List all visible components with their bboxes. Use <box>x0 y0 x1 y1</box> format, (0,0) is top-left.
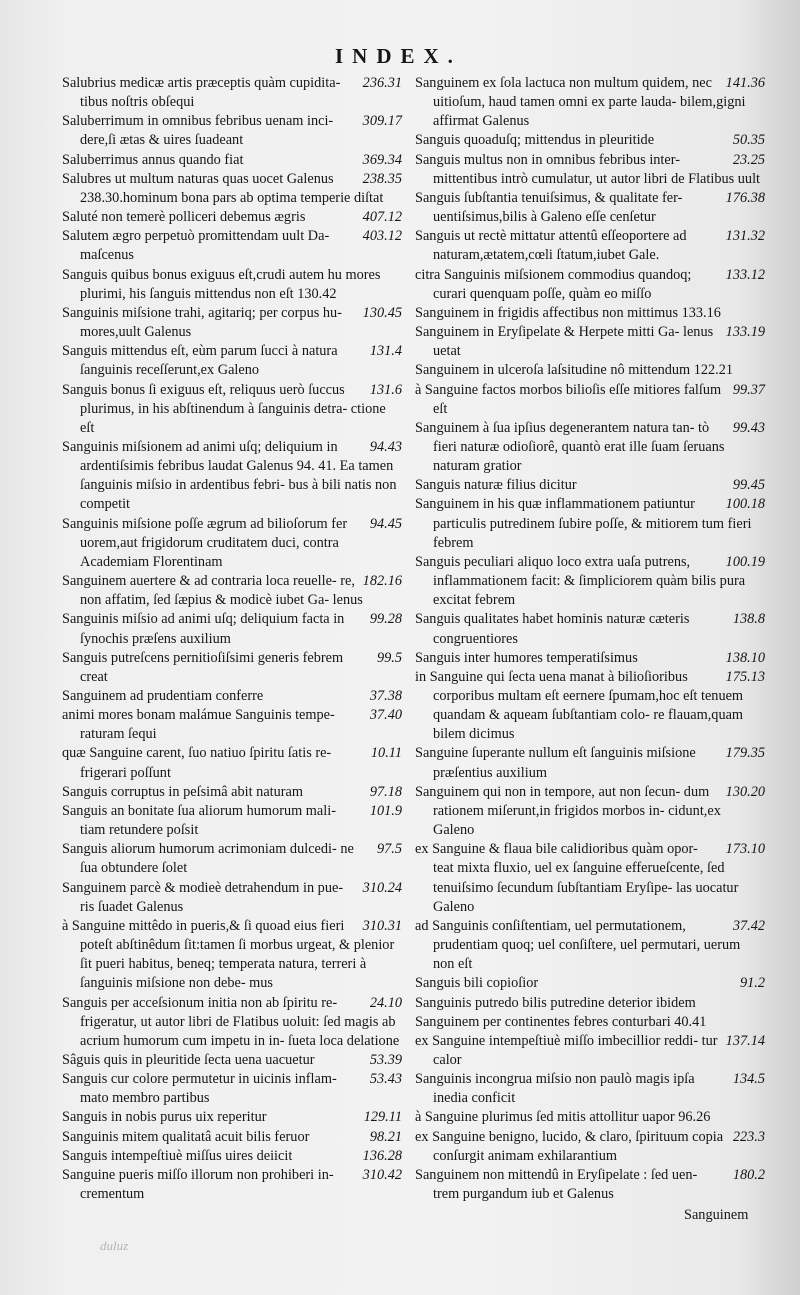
entry-text: Salubrius medicæ artis præceptis quàm cupidita- tibus noſtris obſequi <box>62 75 341 111</box>
entry-text: Sâguis quis in pleuritide ſecta uena uacuetur <box>62 1051 315 1068</box>
entry-text: citra Sanguinis miſsionem commodius quandoq; curari quenquam poſſe, quàm eo miſſo <box>415 266 692 302</box>
page-reference: 131.4 <box>369 343 402 360</box>
entry-text: ex Sanguine intempeſtiuè miſſo imbecillior reddi- tur calor <box>415 1032 718 1068</box>
page-reference: 182.16 <box>362 573 402 590</box>
entry-text: Sanguis naturæ filius dicitur <box>415 477 577 494</box>
entry-text: quæ Sanguine carent, ſuo natiuo ſpiritu ſatis re- frigerari poſſunt <box>62 745 332 781</box>
page-reference: 138.10 <box>725 649 765 666</box>
index-entry <box>62 1128 402 1147</box>
entry-text: Sanguinis incongrua miſsio non paulò magis ipſa inedia conficit <box>415 1071 695 1107</box>
entry-text: Sanguis bili copioſior <box>415 975 539 992</box>
entry-text: Sanguis quoaduſq; mittendus in pleuritide <box>415 132 655 149</box>
entry-text: à Sanguine plurimus ſed mitis attollitur uapor 96.26 <box>415 1109 711 1126</box>
index-entry <box>62 1166 402 1204</box>
entry-text: Sanguis mittendus eſt, eùm parum ſucci à natura ſanguinis receſſerunt,ex Galeno <box>62 343 338 379</box>
index-entry <box>62 840 402 878</box>
page-reference: 99.5 <box>376 649 402 666</box>
page-reference: 91.2 <box>739 975 765 992</box>
index-entry <box>62 879 402 917</box>
entry-text: Sanguinem per continentes febres conturbari 40.41 <box>415 1013 707 1030</box>
page-reference: 131.32 <box>725 228 765 245</box>
page-reference: 173.10 <box>725 841 765 858</box>
index-entry <box>415 361 765 380</box>
entry-text: Sanguine pueris miſſo illorum non prohiberi in- crementum <box>62 1166 334 1203</box>
index-entry <box>415 783 765 840</box>
page-reference: 94.45 <box>369 515 402 532</box>
index-entry <box>415 381 765 419</box>
index-entry <box>415 744 765 782</box>
entry-text: Sanguis quibus bonus exiguus eſt,crudi autem hu mores plurimi, his ſanguis mittendus non eſt 130.42 <box>62 266 381 302</box>
page-reference: 180.2 <box>732 1166 765 1183</box>
entry-text: Sanguis intempeſtiuè miſſus uires deiicit <box>62 1147 293 1164</box>
entry-text: Sanguis cur colore permutetur in uicinis inflam- mato membro partibus <box>62 1071 337 1107</box>
catchword: Sanguinem <box>684 1207 749 1223</box>
page-reference: 100.18 <box>725 496 765 513</box>
entry-text: Sanguinem à ſua ipſius degenerantem natura tan- tò fieri naturæ odioſiorê, quantò erat ille ſuam ſeruans naturam gratior <box>415 419 725 475</box>
entry-text: Sanguinis miſsione poſſe ægrum ad bilioſorum fer uorem,aut frigidorum cruditatem duci, contra Academiam Florentinam <box>62 515 348 570</box>
index-entry <box>415 917 765 974</box>
entry-text: Sanguis aliorum humorum acrimoniam dulcedi- ne ſua obtundere ſolet <box>62 841 354 877</box>
entry-text: Sanguinem in Eryſipelate & Herpete mitti Ga- lenus uetat <box>415 324 714 360</box>
page-reference: 238.35 <box>362 170 402 187</box>
index-entry <box>62 1108 402 1127</box>
entry-text: Sanguine ſuperante nullum eſt ſanguinis miſsione præſentius auxilium <box>415 745 696 781</box>
index-entry <box>415 553 765 610</box>
right-column <box>415 74 765 1204</box>
entry-text: Sanguis peculiari aliquo loco extra uaſa putrens, inflammationem facit: & ſimpliciorem quàm bilis pura excitat febrem <box>415 553 746 609</box>
page-reference: 134.5 <box>732 1071 765 1088</box>
index-entry <box>62 112 402 150</box>
entry-text: Sanguinis mitem qualitatâ acuit bilis feruor <box>62 1128 310 1145</box>
index-entry <box>415 495 765 552</box>
page-reference: 37.42 <box>732 917 765 934</box>
page-reference: 176.38 <box>725 189 765 206</box>
index-entry <box>415 1108 765 1127</box>
entry-text: Sanguis multus non in omnibus febribus inter- mittentibus intrò cumulatur, ut autor libri de Flatibus uult <box>415 151 761 187</box>
index-entry <box>62 994 402 1051</box>
entry-text: Saluté non temerè polliceri debemus ægris <box>62 209 306 226</box>
page-reference: 369.34 <box>362 151 402 168</box>
entry-text: Sanguis qualitates habet hominis naturæ cæteris congruentiores <box>415 611 690 647</box>
entry-text: ex Sanguine benigno, lucido, & claro, ſpirituum copia conſurgit animam exhilarantium <box>415 1128 724 1164</box>
index-entry <box>62 1070 402 1108</box>
page-reference: 129.11 <box>363 1109 402 1126</box>
page-reference: 136.28 <box>362 1147 402 1164</box>
entry-text: Saluberrimum in omnibus febribus uenam inci- dere,ſi ætas & uires ſuadeant <box>62 113 334 149</box>
page-reference: 99.28 <box>369 611 402 628</box>
entry-text: Sanguinem in his quæ inflammationem patiuntur particulis putredinem ſubire poſſe, & mitiorem tum fieri febrem <box>415 496 752 551</box>
entry-text: Salutem ægro perpetuò promittendam uult Da- maſcenus <box>62 228 330 264</box>
index-entry <box>62 1051 402 1070</box>
index-entry <box>62 438 402 515</box>
page-reference: 310.31 <box>362 917 402 934</box>
index-entry <box>62 744 402 782</box>
entry-text: Sanguinem ad prudentiam conferre <box>62 688 264 704</box>
page-reference: 37.40 <box>369 707 402 724</box>
index-entry <box>415 189 765 227</box>
index-entry <box>415 266 765 304</box>
entry-text: à Sanguine factos morbos bilioſis eſſe mitiores falſum eſt <box>415 381 722 417</box>
index-entry <box>62 687 402 706</box>
entry-text: Sanguinem qui non in tempore, aut non ſecun- dum rationem miſerunt,in frigidos morbos in- cidunt,ex Galeno <box>415 783 721 839</box>
page-reference: 98.21 <box>369 1128 402 1145</box>
entry-text: à Sanguine mittêdo in pueris,& ſi quoad eius fieri poteſt abſtinêdum ſit:tamen ſi morbus urgeat, & plenior ſit pueri habitus, beneq; temperata natura, terreri à ſanguinis miſsione non debe- mus <box>62 917 395 992</box>
entry-text: animi mores bonam malámue Sanguinis tempe- raturam ſequi <box>62 707 335 743</box>
page-reference: 133.12 <box>725 266 765 283</box>
index-entry <box>62 783 402 802</box>
page-reference: 94.43 <box>369 438 402 455</box>
index-entry <box>62 706 402 744</box>
left-column <box>62 74 402 1204</box>
index-entry <box>415 840 765 917</box>
index-entry <box>415 994 765 1013</box>
entry-text: Sanguinis putredo bilis putredine deterior ibidem <box>415 994 696 1011</box>
index-entry <box>415 476 765 495</box>
index-entry <box>62 151 402 170</box>
page-reference: 133.19 <box>725 324 765 341</box>
index-entry <box>415 227 765 265</box>
page-reference: 310.24 <box>362 879 402 896</box>
page-reference: 179.35 <box>725 745 765 762</box>
page-reference: 131.6 <box>369 381 402 398</box>
entry-text: Sanguis in nobis purus uix reperitur <box>62 1109 267 1126</box>
page-reference: 223.3 <box>732 1128 765 1145</box>
index-entry <box>62 208 402 227</box>
page-reference: 23.25 <box>732 151 765 168</box>
page-reference: 137.14 <box>725 1032 765 1049</box>
page-reference: 99.43 <box>732 419 765 436</box>
index-entry <box>415 1032 765 1070</box>
page-reference: 99.37 <box>732 381 765 398</box>
index-entry <box>62 381 402 438</box>
page-reference: 101.9 <box>369 802 402 819</box>
index-entry <box>415 649 765 668</box>
index-entry <box>62 610 402 648</box>
entry-text: Sanguis bonus ſi exiguus eſt, reliquus uerò ſuccus plurimus, in his abſtinendum à ſanguinis detra- ctione eſt <box>62 381 386 436</box>
index-entry <box>62 170 402 208</box>
entry-text: Sanguis corruptus in peſsimâ abit naturam <box>62 783 304 800</box>
index-entry <box>62 802 402 840</box>
index-entry <box>415 74 765 131</box>
page-reference: 309.17 <box>362 113 402 130</box>
page-reference: 407.12 <box>362 209 402 226</box>
index-entry <box>62 649 402 687</box>
entry-text: Sanguis ſubſtantia tenuiſsimus, & qualitate fer- uentiſsimus,bilis à Galeno eſſe cenſetur <box>415 189 683 226</box>
entry-text: Sanguis an bonitate ſua aliorum humorum mali- tiam retundere poſsit <box>62 802 336 839</box>
entry-text: Salubres ut multum naturas quas uocet Galenus 238.30.hominum bona pars ab optima temperie diſtat <box>62 170 384 206</box>
entry-text: Sanguis per acceſsionum initia non ab ſpiritu re- frigeratur, ut autor libri de Flatibus uoluit: ſed magis ab acrium humorum cum impetu in in- ſueta loca delatione <box>62 994 400 1049</box>
entry-text: Sanguinem auertere & ad contraria loca reuelle- re, non affatim, ſed ſæpius & modicè iubet Ga- lenus <box>62 573 363 609</box>
page-reference: 130.20 <box>725 783 765 800</box>
page-reference: 138.8 <box>732 611 765 628</box>
bleedthrough-text: duluz <box>100 1238 129 1253</box>
page-reference: 236.31 <box>362 75 402 91</box>
index-entry <box>415 131 765 150</box>
index-entry <box>62 304 402 342</box>
page-reference: 53.39 <box>369 1051 402 1068</box>
entry-text: Sanguis ut rectè mittatur attentû eſſeoportere ad naturam,ætatem,cœli ſtatum,iubet Gale. <box>415 228 687 264</box>
entry-text: Saluberrimus annus quando fiat <box>62 151 244 168</box>
index-entry <box>415 1070 765 1108</box>
entry-text: Sanguinis miſsio ad animi uſq; deliquium facta in ſynochis præſens auxilium <box>62 611 345 647</box>
page-reference: 175.13 <box>725 668 765 685</box>
page-reference: 100.19 <box>725 553 765 570</box>
page-reference: 97.5 <box>376 841 402 858</box>
page-reference: 24.10 <box>369 994 402 1011</box>
entry-text: Sanguinem in ulceroſa laſsitudine nô mittendum 122.21 <box>415 362 734 379</box>
entry-text: Sanguinem parcè & modieè detrahendum in pue- ris ſuadet Galenus <box>62 879 344 915</box>
page-reference: 403.12 <box>362 228 402 245</box>
entry-text: in Sanguine qui ſecta uena manat à bilioſioribus corporibus multam eſt eernere ſpumam,hoc eſt tenuem quandam & aqueam ſubſtantiam colo- re flauam,quam bilem dicimus <box>415 668 744 743</box>
index-entry <box>415 304 765 323</box>
index-entry <box>62 572 402 610</box>
index-entry <box>62 74 402 112</box>
page-reference: 37.38 <box>369 688 402 704</box>
index-entry <box>62 515 402 572</box>
index-entry <box>62 266 402 304</box>
page-reference: 53.43 <box>369 1071 402 1088</box>
index-entry <box>62 342 402 380</box>
entry-text: Sanguinem ex ſola lactuca non multum quidem, nec uitioſum, haud tamen omni ex parte lauda- bilem,gigni affirmat Galenus <box>415 75 746 130</box>
page-header: INDEX. <box>335 44 462 68</box>
entry-text: Sanguis putreſcens pernitioſiſsimi generis febrem creat <box>62 649 344 685</box>
index-entry <box>62 227 402 265</box>
index-entry <box>415 419 765 476</box>
index-entry <box>415 1166 765 1204</box>
page-reference: 10.11 <box>370 745 402 762</box>
page-reference: 130.45 <box>362 304 402 321</box>
index-entry <box>415 974 765 993</box>
entry-text: Sanguinem non mittendû in Eryſipelate : ſed uen- trem purgandum iub et Galenus <box>415 1166 698 1203</box>
page-reference: 97.18 <box>369 783 402 800</box>
index-entry <box>415 1128 765 1166</box>
index-entry <box>415 151 765 189</box>
entry-text: Sanguinem in frigidis affectibus non mittimus 133.16 <box>415 304 721 321</box>
entry-text: Sanguis inter humores temperatiſsimus <box>415 649 638 666</box>
entry-text: ad Sanguinis conſiſtentiam, uel permutationem, prudentiam quoq; uel conſiſtere, uel permutari, uerum non eſt <box>415 917 741 973</box>
index-entry <box>62 917 402 994</box>
index-entry <box>62 1147 402 1166</box>
page-reference: 50.35 <box>732 132 765 149</box>
page-reference: 310.42 <box>362 1166 402 1183</box>
entry-text: ex Sanguine & flaua bile calidioribus quàm opor- teat mixta fluxio, uel ex ſanguine efferueſcente, ſed tenuiſsimo ſecundum ſubſtantiam Eryſipe- las uocatur Galeno <box>415 841 739 915</box>
index-entry <box>415 1013 765 1032</box>
index-entry <box>415 610 765 648</box>
index-entry <box>415 323 765 361</box>
entry-text: Sanguinis miſsionem ad animi uſq; deliquium in ardentiſsimis febribus laudat Galenus 94. 41. Ea tamen ſanguinis miſsio in ardentibus febri- bus à bili natis non competit <box>62 438 397 513</box>
page-reference: 141.36 <box>725 75 765 91</box>
entry-text: Sanguinis miſsione trahi, agitariq; per corpus hu- mores,uult Galenus <box>62 304 342 341</box>
index-entry <box>415 668 765 745</box>
page-reference: 99.45 <box>732 477 765 494</box>
